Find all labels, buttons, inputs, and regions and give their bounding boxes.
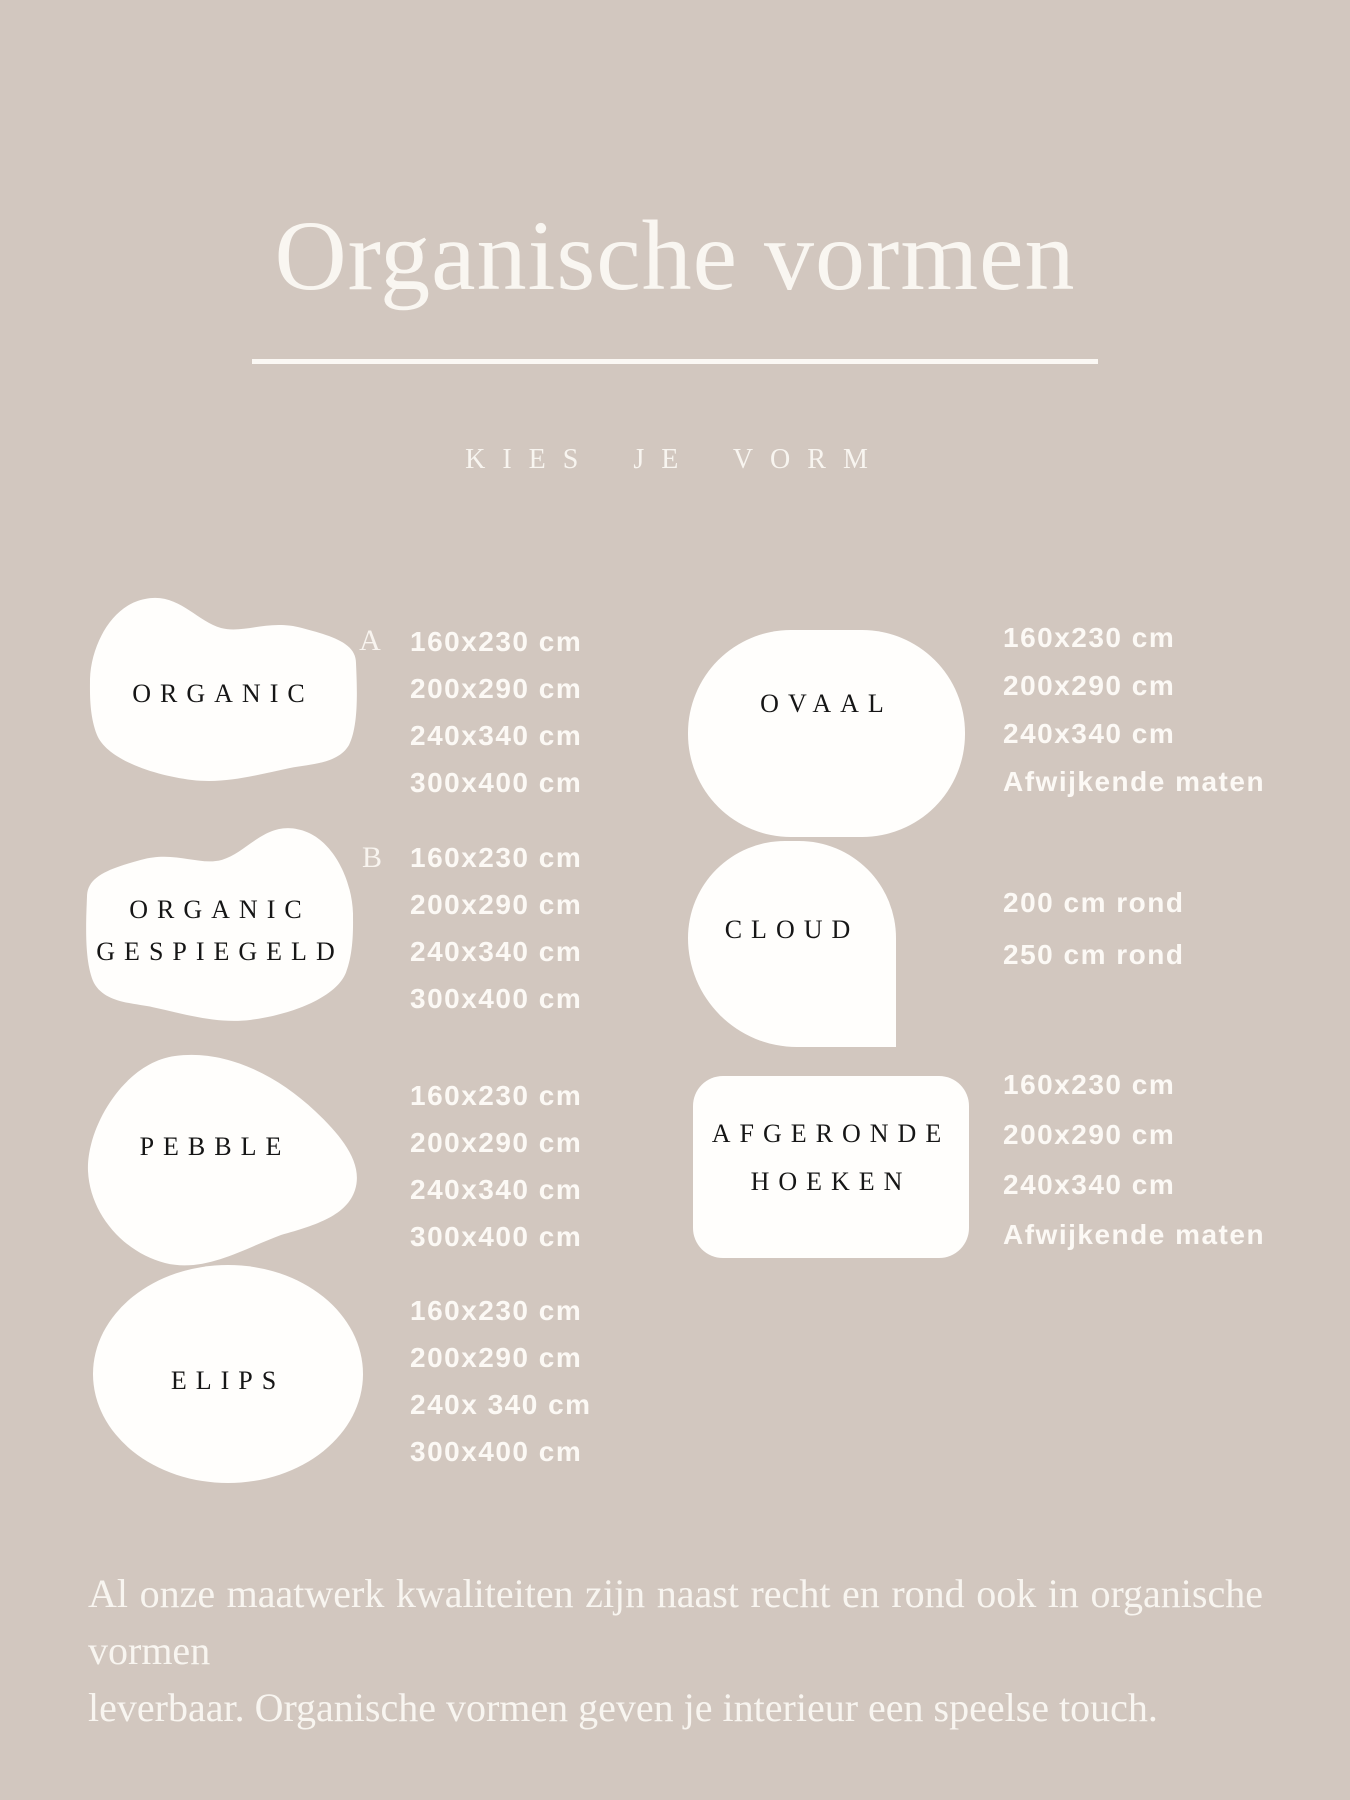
size-option: 200x290 cm	[1003, 1119, 1176, 1150]
footer-text	[88, 1565, 1263, 1736]
size-option: 300x400 cm	[410, 983, 583, 1014]
shape-label-line: AFGERONDE	[711, 1119, 951, 1148]
shape-section-elips	[93, 1265, 363, 1483]
shape-label-line: PEBBLE	[139, 1132, 291, 1161]
size-option: Afwijkende maten	[1003, 766, 1266, 797]
size-option: 160x230 cm	[410, 842, 583, 873]
size-option: 240x340 cm	[1003, 1169, 1176, 1200]
size-option: 300x400 cm	[410, 767, 583, 798]
page-title: Organische vormen	[274, 200, 1076, 311]
size-option: 160x230 cm	[410, 1295, 583, 1326]
shape-label	[85, 889, 355, 973]
elips-sizes	[410, 1287, 592, 1475]
afgeronde-hoeken-sizes	[1003, 1060, 1265, 1260]
shape-label-line: ORGANIC	[129, 895, 311, 924]
size-option: 200x290 cm	[410, 889, 583, 920]
shape-label-line: GESPIEGELD	[96, 937, 344, 966]
ovaal-sizes	[1003, 614, 1265, 806]
size-option: 160x230 cm	[410, 1080, 583, 1111]
size-option: 300x400 cm	[410, 1221, 583, 1252]
shape-label-line: HOEKEN	[750, 1167, 912, 1196]
shape-section-organic-gespiegeld	[85, 823, 355, 1023]
size-option: 240x 340 cm	[410, 1389, 592, 1420]
size-option: 200x290 cm	[410, 673, 583, 704]
size-option: 160x230 cm	[410, 626, 583, 657]
shape-label-line: CLOUD	[724, 915, 860, 944]
shape-section-organic	[88, 593, 358, 783]
size-option: Afwijkende maten	[1003, 1219, 1266, 1250]
pebble-shape	[85, 1053, 365, 1288]
shape-section-afgeronde-hoeken	[693, 1076, 969, 1258]
size-option: 240x340 cm	[1003, 718, 1176, 749]
pebble-sizes	[410, 1072, 582, 1260]
shape-label-line: OVAAL	[760, 689, 893, 718]
size-option: 160x230 cm	[1003, 622, 1176, 653]
shape-section-cloud	[688, 841, 896, 1047]
size-option: 300x400 cm	[410, 1436, 583, 1467]
size-option: 200x290 cm	[410, 1127, 583, 1158]
size-option: 240x340 cm	[410, 720, 583, 751]
organic-sizes	[410, 618, 582, 806]
size-option: 200x290 cm	[410, 1342, 583, 1373]
size-option: 160x230 cm	[1003, 1069, 1176, 1100]
cloud-sizes	[1003, 877, 1184, 981]
shape-section-pebble	[85, 1053, 365, 1288]
shape-section-ovaal	[688, 630, 965, 837]
shape-label	[688, 909, 896, 951]
shape-label-line: ELIPS	[170, 1366, 286, 1395]
size-option: 200 cm rond	[1003, 887, 1185, 918]
size-option: 240x340 cm	[410, 936, 583, 967]
ovaal-shape	[688, 630, 965, 837]
footer-line: Al onze maatwerk kwaliteiten zijn naast recht en rond ook in organische vormen	[88, 1571, 1263, 1673]
shape-label-line: ORGANIC	[132, 679, 314, 708]
shape-label	[85, 1126, 365, 1168]
shape-label	[93, 1360, 363, 1402]
page-subtitle: KIES JE VORM	[465, 444, 885, 475]
shape-label	[88, 673, 358, 715]
title-underline	[252, 359, 1098, 364]
footer-line: leverbaar. Organische vormen geven je interieur een speelse touch.	[88, 1685, 1158, 1730]
marker-a: A	[359, 624, 381, 657]
size-option: 200x290 cm	[1003, 670, 1176, 701]
organic-gespiegeld-sizes	[410, 834, 582, 1022]
shape-label	[693, 1110, 969, 1206]
size-option: 250 cm rond	[1003, 939, 1185, 970]
marker-b: B	[361, 841, 382, 874]
size-option: 240x340 cm	[410, 1174, 583, 1205]
shape-label	[688, 683, 965, 725]
